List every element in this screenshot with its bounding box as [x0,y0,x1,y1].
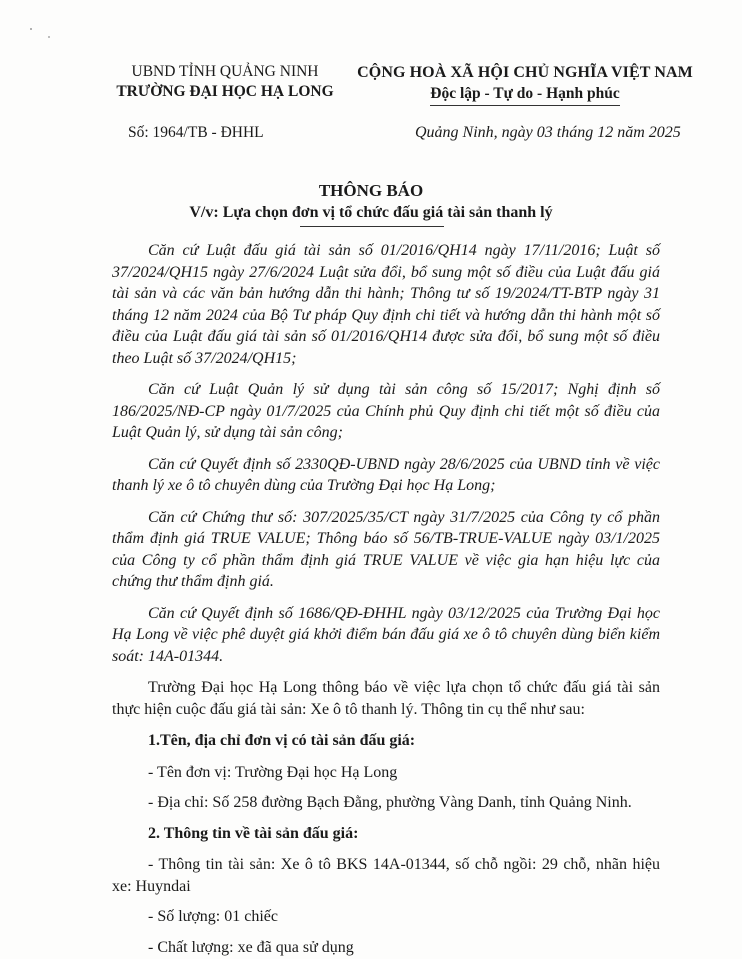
document-date: Quảng Ninh, ngày 03 tháng 12 năm 2025 [415,124,681,141]
unit-address-item: - Địa chỉ: Số 258 đường Bạch Đằng, phường Vàng Danh, tỉnh Quảng Ninh. [148,794,632,811]
document-subject: V/v: Lựa chọn đơn vị tổ chức đấu giá tài sản thanh lý [189,204,553,221]
legal-basis-4: Căn cứ Chứng thư số: 307/2025/35/CT ngày 31/7/2025 của Công ty cổ phần thẩm định giá TRUE VALUE; Thông báo số 56/TB-TRUE-VALUE ngày 03/1/2025 của Công ty cổ phần thẩm định giá TRUE VALUE về việc gia hạn hiệu lực của chứng thư thẩm định giá. [112,508,660,590]
document-body [112,240,660,967]
legal-basis-5: Căn cứ Quyết định số 1686/QĐ-ĐHHL ngày 03/12/2025 của Trường Đại học Hạ Long về việc phê duyệt giá khởi điểm bán đấu giá xe ô tô chuyên dùng biển kiểm soát: 14A-01344. [112,604,660,665]
org-name: TRƯỜNG ĐẠI HỌC HẠ LONG [116,83,334,100]
title-underline [300,226,444,227]
scan-speck [48,36,50,38]
legal-basis-3: Căn cứ Quyết định số 2330QĐ-UBND ngày 28/6/2025 của UBND tỉnh về việc thanh lý xe ô tô chuyên dùng của Trường Đại học Hạ Long; [112,455,660,494]
issuing-organization [96,62,354,102]
legal-basis-2: Căn cứ Luật Quản lý sử dụng tài sản công số 15/2017; Nghị định số 186/2025/NĐ-CP ngày 01/7/2025 của Chính phủ Quy định chi tiết một số điều của Luật Quản lý, sử dụng tài sản công; [112,381,660,441]
section-1-heading: 1.Tên, địa chỉ đơn vị có tài sản đấu giá: [148,732,416,749]
org-parent: UBND TỈNH QUẢNG NINH [131,63,319,80]
asset-info-item: - Thông tin tài sản: Xe ô tô BKS 14A-01344, số chỗ ngồi: 29 chỗ, nhãn hiệu xe: Huyndai [112,856,660,895]
document-type: THÔNG BÁO [318,181,424,200]
national-motto: Độc lập - Tự do - Hạnh phúc [430,83,619,106]
intro-paragraph: Trường Đại học Hạ Long thông báo về việc lựa chọn tổ chức đấu giá tài sản thực hiện cuộc đấu giá tài sản: Xe ô tô thanh lý. Thông tin cụ thể như sau: [112,679,660,718]
national-header [340,62,710,106]
asset-quantity-item: - Số lượng: 01 chiếc [148,908,278,925]
unit-name-item: - Tên đơn vị: Trường Đại học Hạ Long [148,763,398,781]
asset-quality-item: - Chất lượng: xe đã qua sử dụng [148,938,354,956]
title-block [0,180,742,224]
nation-name: CỘNG HOÀ XÃ HỘI CHỦ NGHĨA VIỆT NAM [357,64,693,81]
scan-speck [30,28,32,30]
legal-basis-1: Căn cứ Luật đấu giá tài sản số 01/2016/QH14 ngày 17/11/2016; Luật số 37/2024/QH15 ngày 27/6/2024 Luật sửa đổi, bổ sung một số điều của Luật đấu giá tài sản và các văn bản hướng dẫn thi hành; Thông tư số 19/2024/TT-BTP ngày 31 tháng 12 năm 2024 của Bộ Tư pháp Quy định chi tiết và hướng dẫn thi hành một số điều của Luật đấu giá tài sản số 01/2016/QH14 được sửa đổi, bổ sung một số điều theo Luật số 37/2024/QH15; [112,242,660,367]
document-number: Số: 1964/TB - ĐHHL [128,124,264,141]
section-2-heading: 2. Thông tin về tài sản đấu giá: [148,824,359,842]
